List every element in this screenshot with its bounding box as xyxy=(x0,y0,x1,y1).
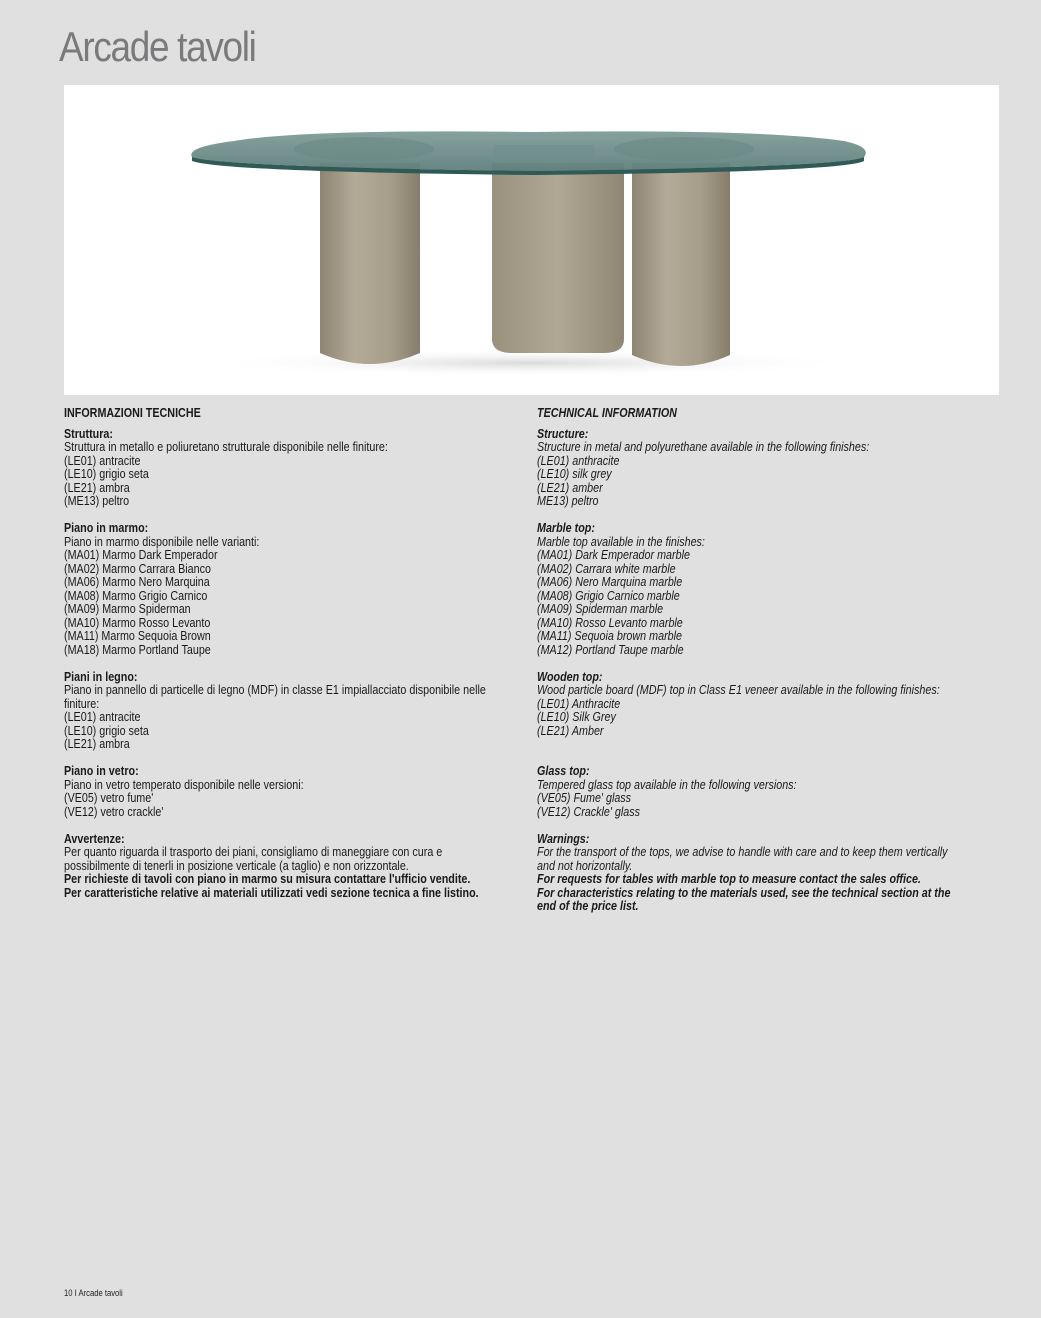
section-intro: Wood particle board (MDF) top in Class E1 veneer available in the following finishes: xyxy=(537,683,940,697)
section-intro-continued: finiture: xyxy=(64,696,100,711)
section-title: Wooden top: xyxy=(537,669,603,684)
section-glass-top xyxy=(537,765,1001,819)
finish-item: (LE01) Anthracite xyxy=(537,696,621,711)
section-intro: Piano in vetro temperato disponibile nelle versioni: xyxy=(64,777,304,792)
section-title: Piani in legno: xyxy=(64,669,138,684)
finish-item: (MA11) Sequoia brown marble xyxy=(537,629,683,643)
italian-heading: INFORMAZIONI TECNICHE xyxy=(64,406,201,420)
section-avvertenze xyxy=(64,833,533,901)
finish-item: (MA09) Spiderman marble xyxy=(537,602,664,616)
section-intro: Marble top available in the finishes: xyxy=(537,534,705,549)
finish-item: (MA18) Marmo Portland Taupe xyxy=(64,642,211,657)
finish-item: (MA01) Marmo Dark Emperador xyxy=(64,548,218,562)
finish-item: (LE10) silk grey xyxy=(537,467,612,481)
section-title: Avvertenze: xyxy=(64,831,125,846)
page-footer: 10 I Arcade tavoli xyxy=(64,1288,123,1298)
warning-line-bold: Per caratteristiche relative ai materiali utilizzati vedi sezione tecnica a fine listino. xyxy=(64,885,479,900)
finish-item: (LE10) grigio seta xyxy=(64,723,149,738)
section-title: Piano in marmo: xyxy=(64,521,149,535)
warning-line-bold: For characteristics relating to the materials used, see the technical section at the xyxy=(537,885,951,900)
section-title: Marble top: xyxy=(537,521,595,535)
warning-line-bold: For requests for tables with marble top to measure contact the sales office. xyxy=(537,872,921,886)
section-intro: Piano in marmo disponibile nelle varianti: xyxy=(64,534,260,549)
section-title: Struttura: xyxy=(64,426,113,441)
product-image xyxy=(64,85,999,395)
finish-item: (MA09) Marmo Spiderman xyxy=(64,602,191,616)
section-intro: Structure in metal and polyurethane available in the following finishes: xyxy=(537,440,870,454)
finish-item: (LE01) antracite xyxy=(64,710,141,724)
finish-item: (LE21) ambra xyxy=(64,737,130,751)
section-marble-top xyxy=(537,522,1001,657)
section-intro: Tempered glass top available in the following versions: xyxy=(537,777,797,792)
finish-item: (MA06) Marmo Nero Marquina xyxy=(64,575,210,589)
warning-line: Per quanto riguarda il trasporto dei piani, consigliamo di maneggiare con cura e xyxy=(64,845,443,859)
warning-line-bold: Per richieste di tavoli con piano in marmo su misura contattare l'ufficio vendite. xyxy=(64,872,471,886)
finish-item: (MA06) Nero Marquina marble xyxy=(537,575,683,589)
finish-item: (LE01) anthracite xyxy=(537,453,620,468)
finish-item: (LE21) Amber xyxy=(537,723,604,738)
finish-item: (LE21) amber xyxy=(537,480,603,495)
finish-item: (VE12) vetro crackle' xyxy=(64,804,164,819)
finish-item: (MA10) Marmo Rosso Levanto xyxy=(64,615,211,630)
table-illustration xyxy=(64,85,999,395)
page-title: Arcade tavoli xyxy=(59,23,256,70)
finish-item: (VE05) vetro fume' xyxy=(64,791,154,805)
spacer xyxy=(537,738,1001,752)
finish-item: (MA08) Marmo Grigio Carnico xyxy=(64,588,208,603)
section-struttura xyxy=(64,428,533,509)
finish-item: (MA12) Portland Taupe marble xyxy=(537,642,684,657)
section-title: Warnings: xyxy=(537,831,590,846)
warning-line: possibilmente di tenerli in posizione verticale (a taglio) e non orizzontale. xyxy=(64,858,409,873)
finish-item: (MA11) Marmo Sequoia Brown xyxy=(64,629,211,643)
section-structure xyxy=(537,428,1001,509)
table-leg-right xyxy=(632,163,730,366)
finish-item: (VE12) Crackle' glass xyxy=(537,804,641,819)
section-intro: Struttura in metallo e poliuretano strutturale disponibile nelle finiture: xyxy=(64,440,388,454)
warning-line: and not horizontally. xyxy=(537,858,633,873)
finish-item: (ME13) peltro xyxy=(64,494,130,508)
section-title: Structure: xyxy=(537,426,589,441)
warning-line-bold: end of the price list. xyxy=(537,899,639,913)
finish-item: (MA10) Rosso Levanto marble xyxy=(537,615,683,630)
section-wooden-top xyxy=(537,671,1001,752)
finish-item: (LE21) ambra xyxy=(64,480,130,495)
finish-item: (VE05) Fume' glass xyxy=(537,791,632,805)
section-piano-vetro xyxy=(64,765,533,819)
finish-item: (LE10) grigio seta xyxy=(64,467,149,481)
section-piani-legno xyxy=(64,671,533,752)
section-warnings xyxy=(537,833,1001,914)
english-technical-info xyxy=(537,407,1001,927)
finish-item: (LE01) antracite xyxy=(64,453,141,468)
section-intro: Piano in pannello di particelle di legno (MDF) in classe E1 impiallacciato disponibile nelle xyxy=(64,683,486,697)
table-leg-left xyxy=(320,163,420,364)
section-piano-marmo xyxy=(64,522,533,657)
finish-item: (LE10) Silk Grey xyxy=(537,710,616,724)
finish-item: ME13) peltro xyxy=(537,494,599,508)
table-leg-center xyxy=(492,163,624,353)
finish-item: (MA02) Marmo Carrara Bianco xyxy=(64,561,211,576)
english-heading: TECHNICAL INFORMATION xyxy=(537,406,677,420)
section-title: Glass top: xyxy=(537,764,590,778)
finish-item: (MA08) Grigio Carnico marble xyxy=(537,588,680,603)
section-title: Piano in vetro: xyxy=(64,764,139,778)
italian-technical-info xyxy=(64,407,533,914)
finish-item: (MA02) Carrara white marble xyxy=(537,561,676,576)
finish-item: (MA01) Dark Emperador marble xyxy=(537,548,690,562)
warning-line: For the transport of the tops, we advise to handle with care and to keep them vertically xyxy=(537,845,948,859)
